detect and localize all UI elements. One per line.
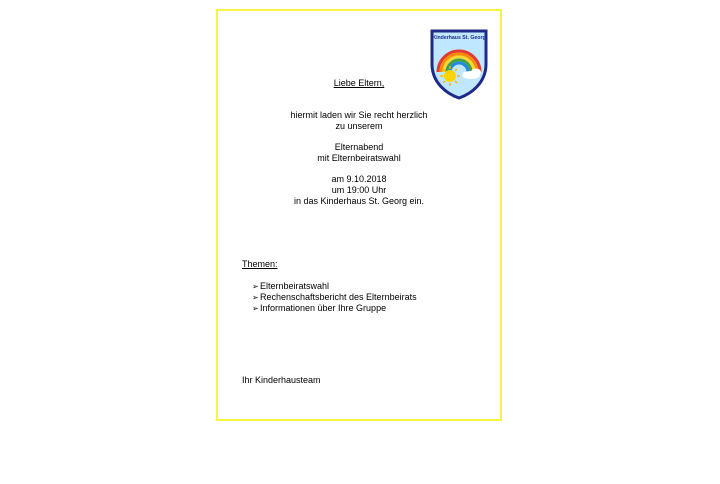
list-item-text: Elternbeiratswahl [260,281,330,291]
intro-line: hiermit laden wir Sie recht herzlich [290,110,428,120]
intro-text [218,110,500,132]
event-line: mit Elternbeiratswahl [317,153,401,163]
signature: Ihr Kinderhausteam [242,375,321,385]
themes-heading: Themen: [242,259,278,269]
list-item [252,303,417,314]
list-item-text: Rechenschaftsbericht des Elternbeirats [260,292,417,302]
logo-text: Kinderhaus St. Georg [432,35,486,41]
document-page [216,9,502,421]
intro-line: zu unserem [335,121,383,131]
list-item [252,292,417,303]
arrow-bullet-icon: ➢ [252,304,259,313]
greeting: Liebe Eltern, [333,78,385,88]
kinderhaus-logo [429,28,489,100]
event-details [218,174,500,207]
event-line: Elternabend [334,142,384,152]
event-title [218,142,500,164]
event-date: am 9.10.2018 [331,174,387,184]
event-location: in das Kinderhaus St. Georg ein. [293,196,425,206]
list-item-text: Informationen über Ihre Gruppe [260,303,387,313]
event-time: um 19:00 Uhr [331,185,387,195]
arrow-bullet-icon: ➢ [252,282,259,291]
themes-list [252,281,417,314]
arrow-bullet-icon: ➢ [252,293,259,302]
list-item [252,281,417,292]
